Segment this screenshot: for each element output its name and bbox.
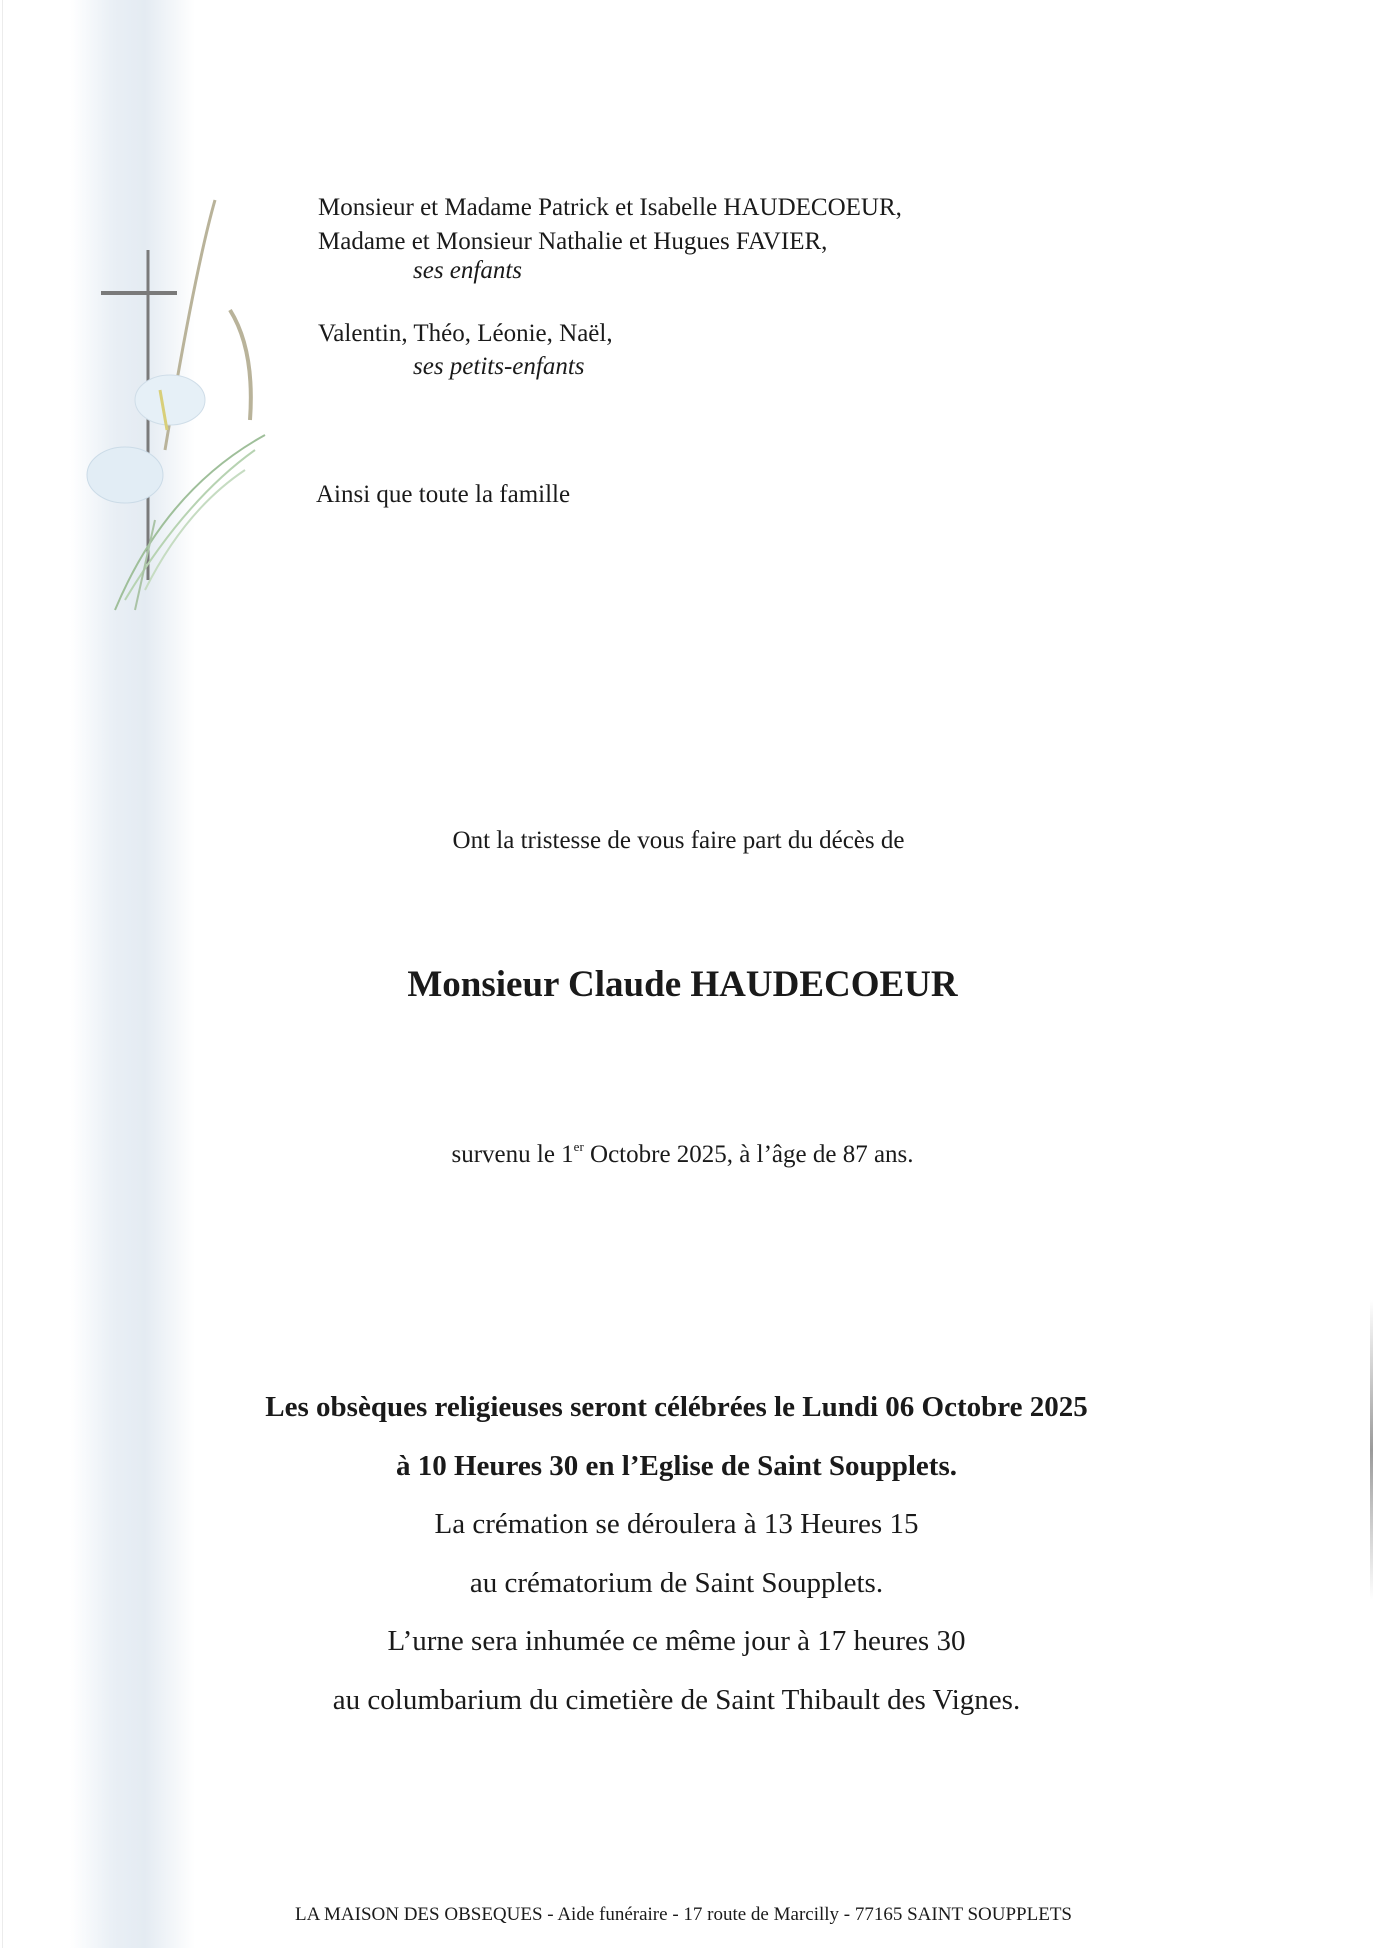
children-line-1: Monsieur et Madame Patrick et Isabelle HAUDECOEUR,: [318, 194, 902, 221]
grandchildren-label: ses petits-enfants: [413, 353, 585, 380]
urn-line-1: L’urne sera inhumée ce même jour à 17 heures 30: [387, 1625, 966, 1657]
grandchildren-line: Valentin, Théo, Léonie, Naël,: [318, 320, 613, 347]
deceased-name: Monsieur Claude HAUDECOEUR: [407, 964, 958, 1005]
death-suffix: Octobre 2025, à l’âge de 87 ans.: [583, 1141, 914, 1168]
death-prefix: survenu le 1: [451, 1141, 574, 1168]
scan-edge-mark: [1370, 1300, 1373, 1600]
ceremony-line-1: Les obsèques religieuses seront célébrées le Lundi 06 Octobre 2025: [265, 1391, 1088, 1423]
announcement-intro: Ont la tristesse de vous faire part du décès de: [452, 827, 905, 854]
cremation-line-1: La crémation se déroulera à 13 Heures 15: [434, 1508, 919, 1540]
footer-funeral-home: LA MAISON DES OBSEQUES - Aide funéraire - 17 route de Marcilly - 77165 SAINT SOUPPLETS: [294, 1904, 1072, 1925]
children-line-2: Madame et Monsieur Nathalie et Hugues FAVIER,: [318, 228, 828, 255]
urn-line-2: au columbarium du cimetière de Saint Thibault des Vignes.: [332, 1684, 1021, 1716]
children-label: ses enfants: [413, 257, 523, 284]
death-ordinal: er: [573, 1139, 584, 1154]
death-details: [0, 1139, 1371, 1168]
ceremony-line-2: à 10 Heures 30 en l’Eglise de Saint Soupplets.: [396, 1450, 957, 1482]
cross-lily-icon: [55, 190, 285, 630]
family-line: Ainsi que toute la famille: [316, 481, 571, 508]
cremation-line-2: au crématorium de Saint Soupplets.: [469, 1567, 884, 1599]
